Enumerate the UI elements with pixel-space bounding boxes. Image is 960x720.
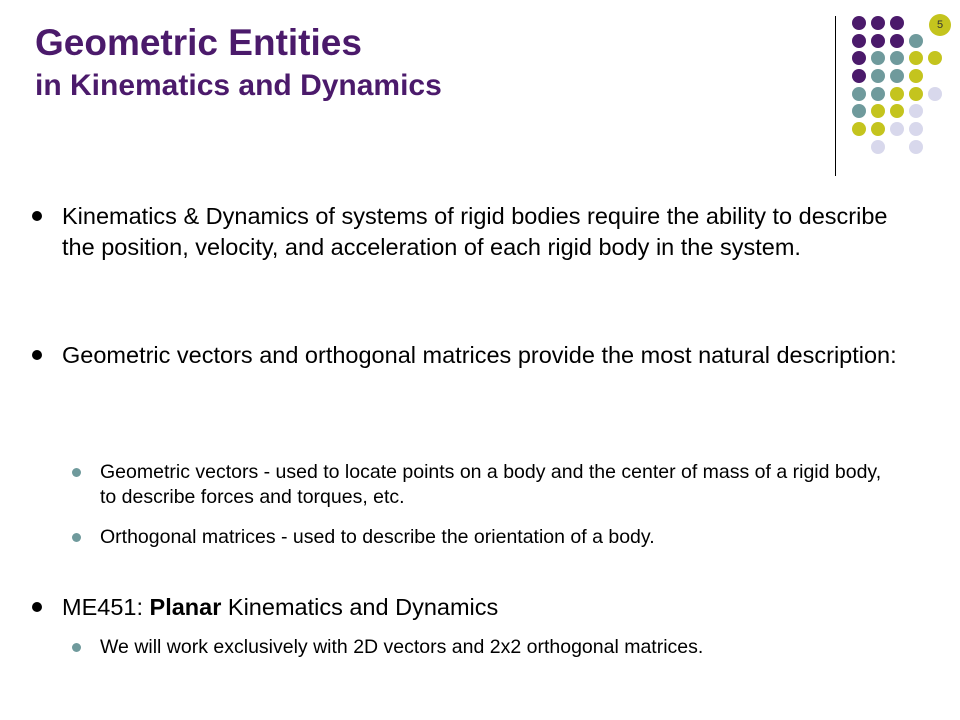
dot bbox=[909, 140, 923, 154]
dot bbox=[890, 69, 904, 83]
dot bbox=[909, 104, 923, 118]
dot bbox=[871, 69, 885, 83]
bullet-kinematics: Kinematics & Dynamics of systems of rigid bodies require the ability to describe the position, velocity, and acceleration of each rigid body in the system. bbox=[62, 201, 922, 263]
dot bbox=[871, 140, 885, 154]
dot bbox=[871, 122, 885, 136]
dot bbox=[871, 51, 885, 65]
dot bbox=[852, 122, 866, 136]
dot bbox=[909, 122, 923, 136]
dot bbox=[928, 87, 942, 101]
dot bbox=[871, 104, 885, 118]
dot bbox=[890, 87, 904, 101]
dot bbox=[909, 51, 923, 65]
subbullet-2d-vectors: We will work exclusively with 2D vectors and 2x2 orthogonal matrices. bbox=[100, 635, 900, 660]
title-line-1: Geometric Entities bbox=[35, 22, 362, 63]
dot bbox=[852, 51, 866, 65]
dot bbox=[871, 16, 885, 30]
dot bbox=[909, 87, 923, 101]
dot bbox=[890, 34, 904, 48]
dot bbox=[871, 34, 885, 48]
bullet-geometric-vectors: Geometric vectors and orthogonal matrices provide the most natural description: bbox=[62, 340, 922, 371]
dot bbox=[852, 69, 866, 83]
dot bbox=[852, 16, 866, 30]
me451-suffix: Kinematics and Dynamics bbox=[221, 594, 499, 620]
dot bbox=[909, 34, 923, 48]
dot bbox=[871, 87, 885, 101]
planar-emphasis: Planar bbox=[149, 594, 222, 620]
dot bbox=[890, 51, 904, 65]
bullet-me451 bbox=[62, 592, 922, 623]
page-number-badge: 5 bbox=[929, 14, 951, 36]
dot bbox=[909, 69, 923, 83]
me451-prefix: ME451: bbox=[62, 594, 150, 620]
dot bbox=[852, 34, 866, 48]
title-line-2: in Kinematics and Dynamics bbox=[35, 68, 442, 102]
decorative-dot-grid bbox=[0, 0, 960, 180]
subbullet-geometric-vectors: Geometric vectors - used to locate points on a body and the center of mass of a rigid body, to describe forces and torques, etc. bbox=[100, 460, 900, 510]
dot bbox=[852, 87, 866, 101]
dot bbox=[890, 122, 904, 136]
dot bbox=[928, 51, 942, 65]
dot bbox=[890, 16, 904, 30]
dot bbox=[890, 104, 904, 118]
dot bbox=[852, 104, 866, 118]
subbullet-orthogonal-matrices: Orthogonal matrices - used to describe the orientation of a body. bbox=[100, 525, 900, 550]
